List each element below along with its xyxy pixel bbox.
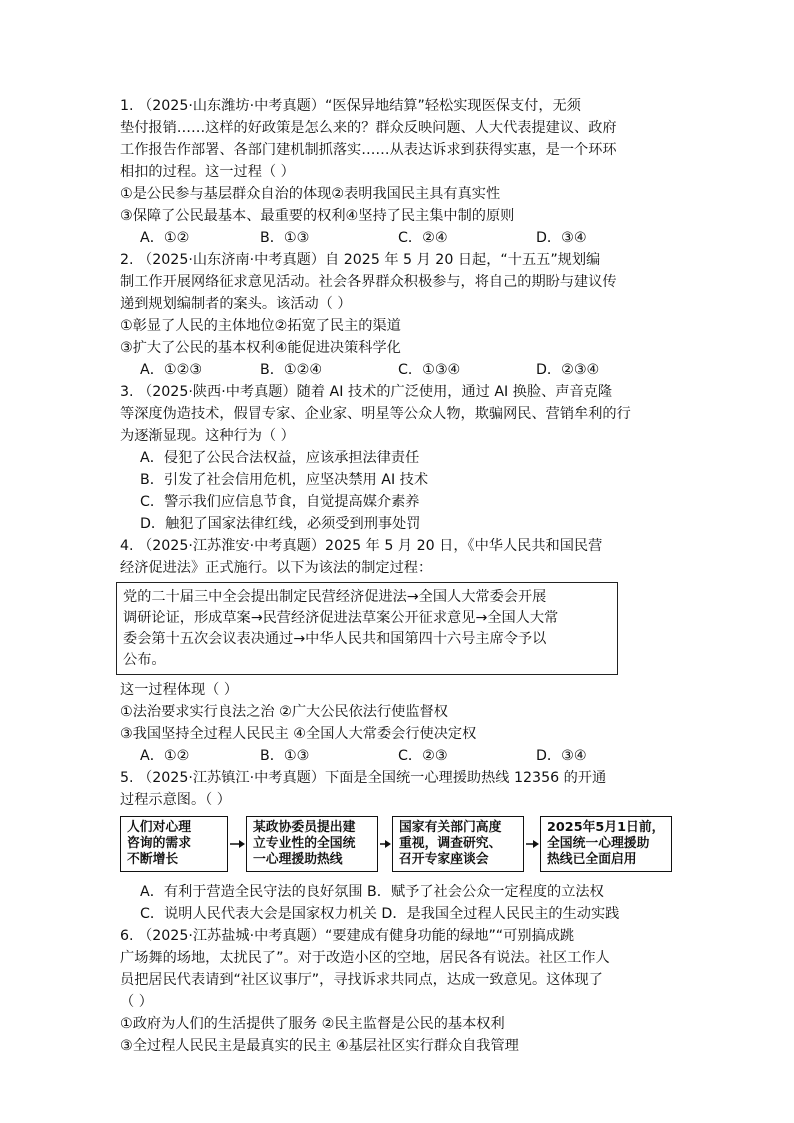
option-c[interactable]: C．警示我们应信息节食，自觉提高媒介素养 bbox=[140, 494, 420, 510]
flow-text: 人们对心理 bbox=[127, 820, 191, 835]
q3-line: 为逐渐显现。这种行为（ ） bbox=[120, 428, 295, 444]
flow-text: 重视，调查研究、 bbox=[399, 836, 502, 851]
q6-line: 6. （2025·江苏盐城·中考真题）“要建成有健身功能的绿地”“可别搞成跳 bbox=[120, 928, 575, 944]
q5-line: 5. （2025·江苏镇江·中考真题）下面是全国统一心理援助热线 12356 的开通 bbox=[120, 770, 607, 786]
flow-text: 2025年5月1日前， bbox=[547, 820, 665, 835]
q4-line: 经济促进法》正式施行。以下为该法的制定过程： bbox=[120, 560, 433, 576]
q6-line: （ ） bbox=[120, 994, 153, 1010]
q2-line: 制工作开展网络征求意见活动。社会各界群众积极参与，将自己的期盼与建议传 bbox=[120, 274, 617, 290]
option-a[interactable]: A．①②③ bbox=[140, 362, 203, 378]
option-d[interactable]: D．触犯了国家法律红线，必须受到刑事处罚 bbox=[140, 516, 421, 532]
option-c[interactable]: C．①③④ bbox=[398, 362, 461, 378]
option-b[interactable]: B．①③ bbox=[260, 748, 310, 764]
option-b[interactable]: B．引发了社会信用危机，应坚决禁用 AI 技术 bbox=[140, 472, 429, 488]
option-c[interactable]: C．②④ bbox=[398, 230, 448, 246]
option-d[interactable]: D．③④ bbox=[536, 748, 587, 764]
q3-line: 等深度伪造技术，假冒专家、企业家、明星等公众人物，欺骗网民、营销牟利的行 bbox=[120, 406, 631, 422]
q6-line: 广场舞的场地，太扰民了”。对于改造小区的空地，居民各有说法。社区工作人 bbox=[120, 950, 610, 966]
q2-statement: ①彰显了人民的主体地位②拓宽了民主的渠道 bbox=[120, 318, 401, 334]
q6-statement: ①政府为人们的生活提供了服务 ②民主监督是公民的基本权利 bbox=[120, 1016, 505, 1032]
q2-statement: ③扩大了公民的基本权利④能促进决策科学化 bbox=[120, 340, 401, 356]
flow-text: 全国统一心理援助 bbox=[547, 836, 650, 851]
legislation-process-box bbox=[116, 582, 618, 675]
q2-options bbox=[140, 360, 680, 380]
arrow-right-icon bbox=[229, 816, 246, 872]
q1-line: 工作报告作部署、各部门建机制抓落实……从表达诉求到获得实惠，是一个环环 bbox=[120, 142, 617, 158]
flow-text: 热线已全面启用 bbox=[547, 852, 637, 867]
option-a[interactable]: A．①② bbox=[140, 748, 190, 764]
arrow-right-icon bbox=[379, 816, 392, 872]
q2-line: 2. （2025·山东济南·中考真题）自 2025 年 5 月 20 日起，“十五五”规划编 bbox=[120, 252, 601, 268]
flow-text: 一心理援助热线 bbox=[253, 852, 343, 867]
option-a[interactable]: A．侵犯了公民合法权益，应该承担法律责任 bbox=[140, 450, 420, 466]
process-line: 委会第十五次会议表决通过→中华人民共和国第四十六号主席令予以 bbox=[123, 631, 547, 647]
option-c[interactable]: C．②③ bbox=[398, 748, 448, 764]
q1-line: 1. （2025·山东潍坊·中考真题）“医保异地结算”轻松实现医保支付，无须 bbox=[120, 98, 581, 114]
q4-statement: ①法治要求实行良法之治 ②广大公民依法行使监督权 bbox=[120, 704, 448, 720]
option-d[interactable]: D．③④ bbox=[536, 230, 587, 246]
flow-text: 某政协委员提出建 bbox=[253, 820, 356, 835]
flow-text: 咨询的需求 bbox=[127, 836, 191, 851]
q1-options bbox=[140, 228, 680, 248]
option-b[interactable]: B．①③ bbox=[260, 230, 310, 246]
q6-line: 员把居民代表请到“社区议事厅”，寻找诉求共同点，达成一致意见。这体现了 bbox=[120, 972, 603, 988]
process-line: 调研论证，形成草案→民营经济促进法草案公开征求意见→全国人大常 bbox=[123, 610, 559, 626]
q1-line: 相扣的过程。这一过程（ ） bbox=[120, 164, 295, 180]
flow-step-proposal bbox=[246, 816, 378, 872]
q4-line: 4. （2025·江苏淮安·中考真题）2025 年 5 月 20 日，《中华人民共和国民营 bbox=[120, 538, 603, 554]
process-line: 党的二十届三中全会提出制定民营经济促进法→全国人大常委会开展 bbox=[123, 589, 547, 605]
options-row bbox=[140, 746, 680, 766]
flow-text: 召开专家座谈会 bbox=[399, 852, 489, 867]
flow-text: 国家有关部门高度 bbox=[399, 820, 502, 835]
q3-line: 3. （2025·陕西·中考真题）随着 AI 技术的广泛使用，通过 AI 换脸、声音克隆 bbox=[120, 384, 613, 400]
flow-step-launch bbox=[540, 816, 672, 872]
flow-step-research bbox=[392, 816, 524, 872]
option-d[interactable]: D．②③④ bbox=[536, 362, 600, 378]
process-line: 公布。 bbox=[123, 652, 166, 668]
flow-text: 不断增长 bbox=[127, 852, 179, 867]
q4-statement: ③我国坚持全过程人民民主 ④全国人大常委会行使决定权 bbox=[120, 726, 477, 742]
q6-statement: ③全过程人民民主是最真实的民主 ④基层社区实行群众自我管理 bbox=[120, 1038, 519, 1054]
q5-line: 过程示意图。（ ） bbox=[120, 792, 231, 808]
option-a[interactable]: A．①② bbox=[140, 230, 190, 246]
q1-line: 垫付报销……这样的好政策是怎么来的？群众反映问题、人大代表提建议、政府 bbox=[120, 120, 617, 136]
flow-text: 立专业性的全国统 bbox=[253, 836, 356, 851]
q4-line: 这一过程体现（ ） bbox=[120, 682, 239, 698]
q5-options-cd[interactable]: C．说明人民代表大会是国家权力机关 D．是我国全过程人民民主的生动实践 bbox=[140, 906, 620, 922]
arrow-right-icon bbox=[525, 816, 540, 872]
q1-statement: ③保障了公民最基本、最重要的权利④坚持了民主集中制的原则 bbox=[120, 208, 515, 224]
q5-options-ab[interactable]: A．有利于营造全民守法的良好氛围 B．赋予了社会公众一定程度的立法权 bbox=[140, 884, 604, 900]
flow-step-demand bbox=[120, 816, 228, 872]
option-b[interactable]: B．①②④ bbox=[260, 362, 323, 378]
q2-line: 递到规划编制者的案头。该活动（ ） bbox=[120, 296, 352, 312]
q1-statement: ①是公民参与基层群众自治的体现②表明我国民主具有真实性 bbox=[120, 186, 501, 202]
